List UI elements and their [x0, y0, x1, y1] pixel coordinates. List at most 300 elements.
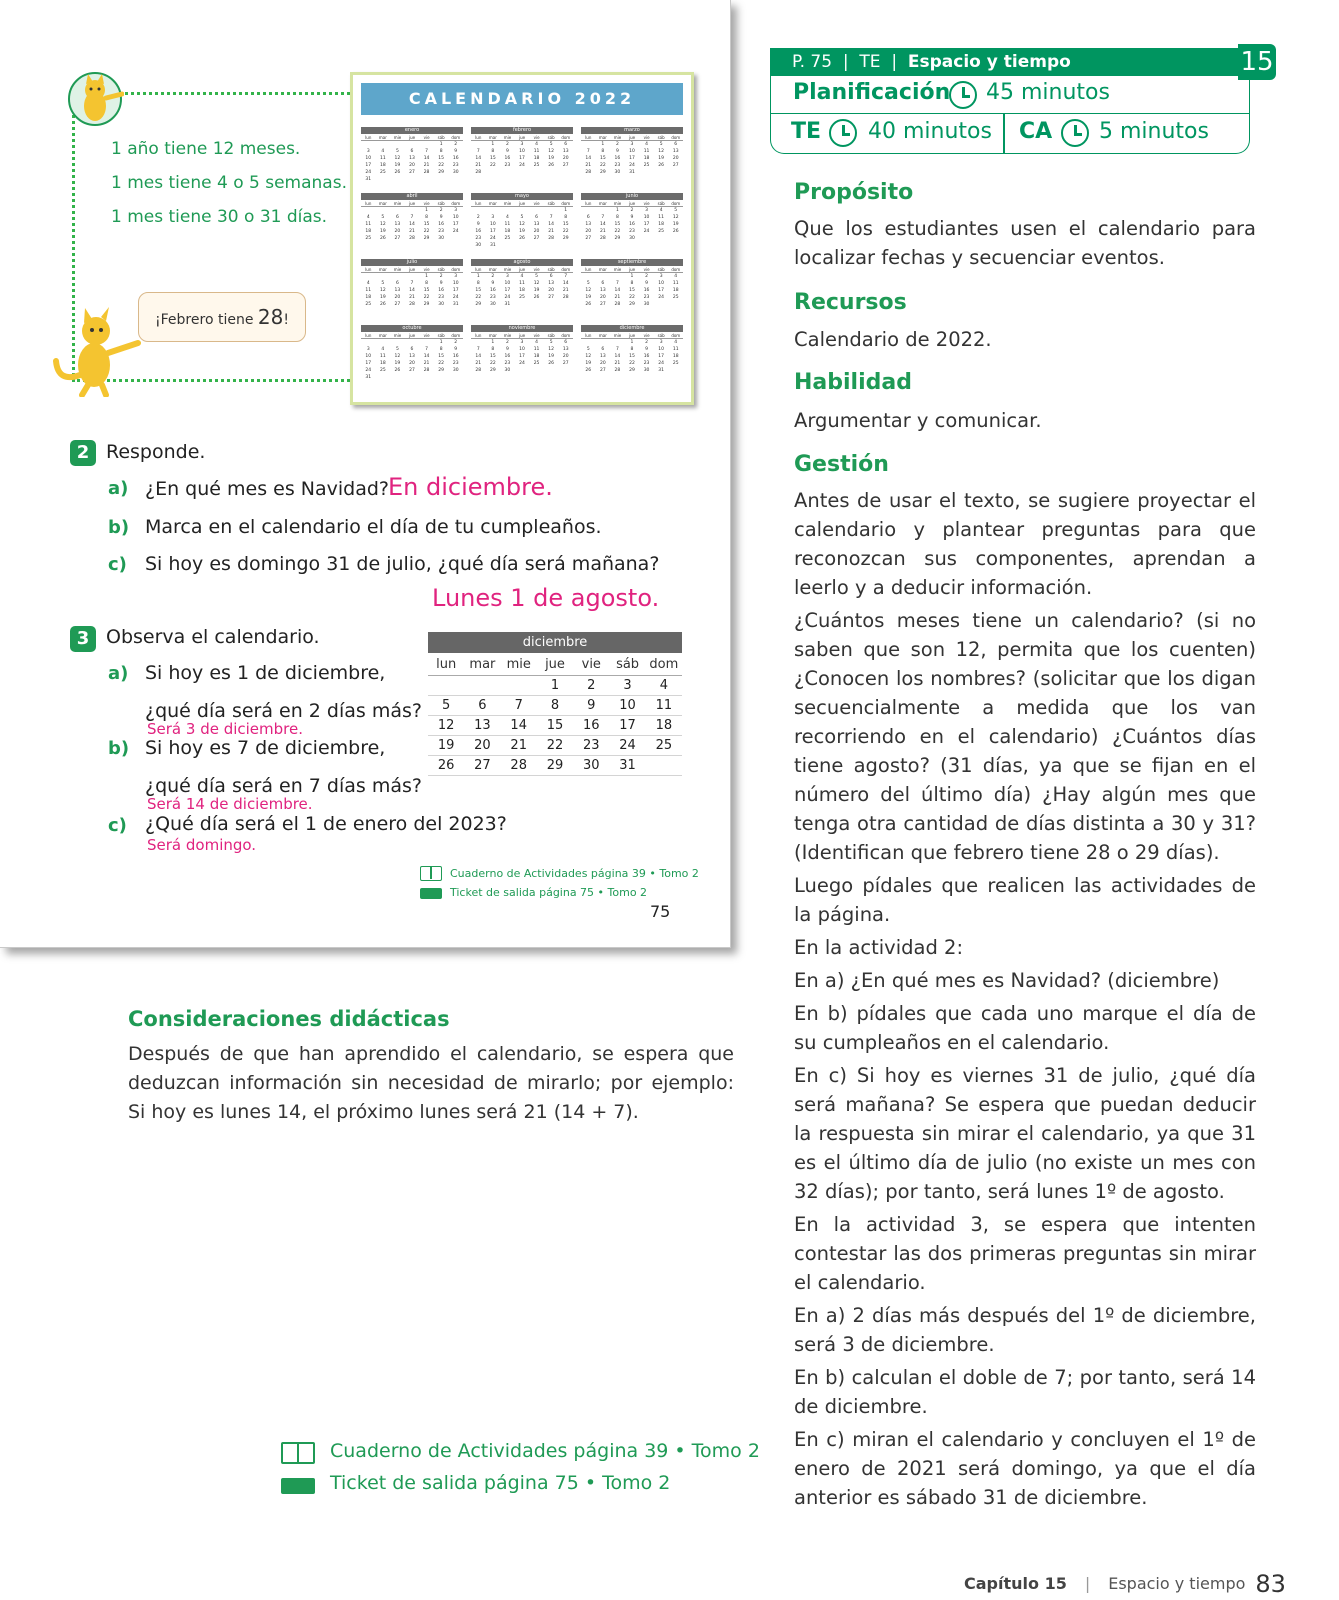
- december-weekday: dom: [649, 657, 679, 672]
- day-number: 18: [379, 361, 386, 366]
- december-day: 14: [510, 718, 527, 733]
- day-number: 12: [548, 149, 554, 154]
- day-number: 13: [409, 156, 415, 161]
- month-block: [581, 193, 683, 255]
- day-number: 3: [366, 347, 370, 352]
- december-day: 16: [583, 718, 600, 733]
- day-number: 10: [452, 215, 459, 220]
- weekday-label: vie: [423, 135, 430, 140]
- empty-day: [515, 208, 530, 214]
- month-days: [581, 142, 683, 176]
- workbook-icon: [420, 866, 442, 881]
- weekday-label: jue: [518, 333, 526, 338]
- day-number: 10: [489, 222, 496, 227]
- ca-label: CA: [1019, 119, 1053, 144]
- day-number: 11: [643, 149, 650, 154]
- day-number: 14: [409, 222, 415, 227]
- day-number: 18: [379, 163, 386, 168]
- weekday-label: jue: [408, 201, 416, 206]
- day-number: 24: [519, 163, 525, 168]
- day-number: 25: [365, 302, 372, 307]
- empty-day: [405, 208, 420, 214]
- day-number: 11: [533, 347, 540, 352]
- day-number: 6: [410, 149, 414, 154]
- weekday-label: jue: [518, 201, 526, 206]
- day-number: 12: [533, 281, 540, 286]
- month-name: septiembre: [581, 259, 683, 266]
- day-number: 15: [489, 354, 496, 359]
- day-number: 17: [643, 222, 650, 227]
- weekday-label: lun: [585, 267, 592, 272]
- exercise-2c-question: Si hoy es domingo 31 de julio, ¿qué día será mañana?: [145, 553, 660, 575]
- day-number: 4: [674, 274, 678, 279]
- december-day: [464, 676, 500, 696]
- day-number: 11: [533, 149, 540, 154]
- day-number: 19: [379, 295, 386, 300]
- resources-title: Recursos: [794, 290, 907, 315]
- empty-day: [361, 340, 376, 346]
- day-number: 24: [489, 236, 496, 241]
- month-block: [581, 325, 683, 387]
- empty-day: [376, 142, 391, 148]
- day-number: 6: [395, 215, 399, 220]
- weekday-label: dom: [671, 267, 681, 272]
- weekday-label: vie: [533, 267, 540, 272]
- december-day: 28: [510, 758, 527, 773]
- weekday-label: lun: [585, 135, 592, 140]
- day-number: 16: [504, 354, 511, 359]
- weekday-label: mar: [598, 267, 607, 272]
- weekday-label: sáb: [547, 333, 555, 338]
- day-number: 16: [452, 354, 459, 359]
- day-number: 10: [629, 149, 635, 154]
- december-week-row: [428, 756, 682, 776]
- day-number: 22: [423, 295, 430, 300]
- day-number: 6: [395, 281, 399, 286]
- empty-day: [596, 208, 611, 214]
- empty-day: [390, 208, 405, 214]
- day-number: 19: [519, 229, 525, 234]
- day-number: 25: [379, 368, 386, 373]
- day-number: 7: [476, 149, 480, 154]
- weekday-label: lun: [475, 267, 482, 272]
- weekday-label: mar: [378, 201, 387, 206]
- day-number: 13: [599, 288, 606, 293]
- month-weekdays: [581, 135, 683, 141]
- day-number: 18: [533, 156, 540, 161]
- weekday-label: mar: [488, 333, 497, 338]
- day-number: 10: [519, 347, 525, 352]
- exercise-3b-answer: Será 14 de diciembre.: [147, 795, 313, 813]
- day-number: 18: [533, 354, 540, 359]
- day-number: 23: [489, 295, 496, 300]
- december-day: 25: [655, 738, 673, 753]
- day-number: 24: [519, 361, 525, 366]
- day-number: 26: [379, 302, 386, 307]
- purpose-title: Propósito: [794, 180, 914, 205]
- day-number: 14: [562, 281, 569, 286]
- empty-day: [361, 274, 376, 280]
- student-page: [0, 0, 731, 948]
- december-calendar: [428, 632, 682, 776]
- month-name: junio: [581, 193, 683, 200]
- day-number: 2: [505, 340, 509, 345]
- day-number: 20: [672, 156, 679, 161]
- month-name: abril: [361, 193, 463, 200]
- december-day: 26: [437, 758, 455, 773]
- day-number: 13: [548, 281, 554, 286]
- empty-day: [405, 340, 420, 346]
- day-number: 1: [601, 142, 605, 147]
- day-number: 9: [615, 149, 619, 154]
- day-number: 11: [504, 222, 511, 227]
- considerations-body: Después de que han aprendido el calendario, se espera que deduzcan información sin necesidad de mirarlo; por ejemplo: Si hoy es lunes 14, el próximo lunes será 21 (14 + 7).: [128, 1043, 734, 1123]
- day-number: 25: [519, 295, 525, 300]
- weekday-label: mie: [503, 135, 512, 140]
- day-number: 17: [658, 288, 664, 293]
- december-day: 30: [583, 758, 600, 773]
- day-number: 8: [564, 215, 568, 220]
- day-number: 22: [438, 361, 444, 366]
- day-number: 28: [423, 368, 430, 373]
- day-number: 22: [614, 229, 621, 234]
- weekday-label: mar: [488, 201, 497, 206]
- empty-day: [581, 274, 596, 280]
- day-number: 14: [423, 354, 430, 359]
- day-number: 15: [629, 354, 635, 359]
- day-number: 12: [585, 354, 592, 359]
- empty-day: [376, 274, 391, 280]
- skill-title: Habilidad: [794, 370, 912, 395]
- day-number: 24: [629, 163, 635, 168]
- december-day: 8: [550, 698, 560, 713]
- day-number: 13: [562, 149, 569, 154]
- day-number: 30: [643, 302, 650, 307]
- day-number: 4: [659, 208, 663, 213]
- december-day: 4: [659, 678, 668, 693]
- december-weekday: sáb: [616, 657, 640, 672]
- te-clock-icon: [829, 119, 857, 147]
- day-number: 30: [475, 243, 482, 248]
- day-number: 23: [452, 163, 459, 168]
- exercise-3b-letter: b): [108, 738, 130, 759]
- month-days: [361, 274, 463, 308]
- empty-day: [486, 208, 501, 214]
- day-number: 21: [423, 163, 430, 168]
- day-number: 1: [439, 340, 443, 345]
- day-number: 27: [599, 302, 606, 307]
- day-number: 6: [601, 281, 605, 286]
- day-number: 9: [476, 222, 480, 227]
- weekday-label: sáb: [437, 267, 445, 272]
- day-number: 3: [454, 274, 458, 279]
- day-number: 26: [519, 236, 525, 241]
- december-weekday: mie: [506, 657, 531, 672]
- day-number: 2: [630, 208, 634, 213]
- day-number: 8: [476, 281, 480, 286]
- day-number: 30: [504, 368, 511, 373]
- day-number: 28: [599, 236, 606, 241]
- day-number: 13: [409, 354, 415, 359]
- day-number: 31: [489, 243, 496, 248]
- december-day: 22: [546, 738, 564, 753]
- day-number: 9: [454, 347, 458, 352]
- weekday-label: mar: [488, 135, 497, 140]
- day-number: 23: [475, 236, 482, 241]
- december-day: 11: [655, 698, 673, 713]
- month-days: [471, 142, 573, 176]
- day-number: 20: [409, 163, 415, 168]
- empty-day: [471, 208, 486, 214]
- day-number: 25: [365, 236, 372, 241]
- month-days: [471, 340, 573, 374]
- day-number: 11: [365, 222, 372, 227]
- day-number: 14: [599, 222, 606, 227]
- weekday-label: jue: [628, 267, 636, 272]
- day-number: 2: [645, 274, 648, 279]
- calendar-title: CALENDARIO 2022: [361, 83, 683, 115]
- december-title: diciembre: [428, 632, 682, 653]
- day-number: 14: [585, 156, 592, 161]
- day-number: 3: [505, 274, 509, 279]
- day-number: 23: [614, 163, 621, 168]
- day-number: 5: [659, 142, 663, 147]
- day-number: 6: [410, 347, 414, 352]
- day-number: 16: [438, 222, 444, 227]
- footer-separator: |: [1084, 1574, 1091, 1593]
- weekday-label: mie: [613, 201, 622, 206]
- day-number: 15: [562, 222, 569, 227]
- weekday-label: vie: [423, 201, 430, 206]
- day-number: 27: [394, 236, 401, 241]
- day-number: 21: [548, 229, 554, 234]
- day-number: 10: [365, 354, 372, 359]
- day-number: 30: [452, 368, 459, 373]
- month-weekdays: [361, 333, 463, 339]
- day-number: 15: [489, 156, 496, 161]
- footer-topic: Espacio y tiempo: [1108, 1574, 1246, 1593]
- exercise-2a-answer: En diciembre.: [388, 473, 553, 501]
- empty-day: [419, 340, 434, 346]
- december-day: 3: [623, 678, 632, 693]
- resources-body: Calendario de 2022.: [794, 328, 992, 351]
- month-block: [471, 127, 573, 189]
- day-number: 3: [659, 274, 663, 279]
- weekday-label: lun: [585, 333, 592, 338]
- day-number: 19: [548, 156, 554, 161]
- december-week-row: [428, 716, 682, 736]
- resource-ticket: Ticket de salida página 75 • Tomo 2: [330, 1472, 671, 1494]
- weekday-label: jue: [518, 135, 526, 140]
- day-number: 15: [614, 222, 621, 227]
- day-number: 19: [585, 295, 592, 300]
- day-number: 23: [504, 163, 511, 168]
- day-number: 16: [475, 229, 482, 234]
- month-days: [581, 208, 683, 242]
- day-number: 11: [365, 288, 372, 293]
- day-number: 8: [491, 347, 495, 352]
- day-number: 6: [535, 215, 538, 220]
- month-block: [471, 193, 573, 255]
- day-number: 18: [643, 156, 650, 161]
- student-resource-ticket: Ticket de salida página 75 • Tomo 2: [450, 886, 648, 899]
- month-weekdays: [471, 135, 573, 141]
- day-number: 7: [549, 215, 553, 220]
- exercise-3c-answer: Será domingo.: [147, 836, 257, 854]
- day-number: 11: [658, 215, 664, 220]
- december-day: 2: [587, 678, 596, 693]
- weekday-label: sáb: [547, 267, 555, 272]
- exercise-3-number: 3: [70, 626, 96, 652]
- december-day: [646, 756, 682, 776]
- month-weekdays: [471, 333, 573, 339]
- month-weekdays: [361, 201, 463, 207]
- day-number: 20: [599, 295, 606, 300]
- day-number: 22: [629, 295, 635, 300]
- day-number: 8: [439, 149, 443, 154]
- empty-day: [610, 340, 625, 346]
- day-number: 8: [491, 149, 495, 154]
- weekday-label: mie: [613, 267, 622, 272]
- ticket-icon-large: [281, 1478, 315, 1494]
- exercise-2b-letter: b): [108, 517, 130, 538]
- management-paragraph: En b) calculan el doble de 7; por tanto, será 14 de diciembre.: [794, 1366, 1256, 1418]
- day-number: 16: [614, 156, 621, 161]
- exercise-3a-line2: ¿qué día será en 2 días más?: [145, 700, 422, 722]
- weekday-label: vie: [643, 333, 650, 338]
- month-days: [361, 208, 463, 242]
- empty-day: [361, 142, 376, 148]
- december-day: 10: [619, 698, 636, 713]
- day-number: 21: [562, 288, 569, 293]
- day-number: 13: [585, 222, 592, 227]
- december-day: 18: [655, 718, 673, 733]
- weekday-label: sáb: [657, 201, 665, 206]
- day-number: 16: [438, 288, 444, 293]
- day-number: 29: [614, 236, 621, 241]
- empty-day: [419, 142, 434, 148]
- day-number: 26: [394, 170, 401, 175]
- month-weekdays: [581, 333, 683, 339]
- day-number: 20: [394, 229, 401, 234]
- management-paragraph: En a) ¿En qué mes es Navidad? (diciembre): [794, 969, 1220, 992]
- empty-day: [376, 340, 391, 346]
- empty-day: [390, 340, 405, 346]
- empty-day: [581, 142, 596, 148]
- day-number: 12: [394, 156, 401, 161]
- day-number: 29: [423, 236, 430, 241]
- management-paragraph: En la actividad 3, se espera que intenten contestar las dos primeras preguntas sin mirar el calendario.: [794, 1213, 1256, 1294]
- weekday-label: mar: [488, 267, 497, 272]
- day-number: 18: [672, 354, 679, 359]
- weekday-label: vie: [533, 135, 540, 140]
- day-number: 16: [489, 288, 496, 293]
- day-number: 14: [475, 156, 482, 161]
- empty-day: [471, 142, 486, 148]
- exercise-3a-letter: a): [108, 663, 129, 684]
- month-days: [361, 142, 463, 183]
- day-number: 7: [425, 149, 428, 154]
- day-number: 10: [452, 281, 459, 286]
- weekday-label: dom: [561, 201, 571, 206]
- weekday-label: sáb: [657, 267, 665, 272]
- management-paragraph: En b) pídales que cada uno marque el día de su cumpleaños en el calendario.: [794, 1002, 1256, 1054]
- management-paragraph: Antes de usar el texto, se sugiere proyectar el calendario y plantear preguntas para que reconozcan sus componentes, aprendan a leerlo y a deducir información.: [794, 489, 1256, 599]
- day-number: 3: [659, 340, 663, 345]
- exercise-2a-question: ¿En qué mes es Navidad?: [145, 478, 389, 500]
- empty-day: [544, 208, 559, 214]
- day-number: 6: [601, 347, 605, 352]
- day-number: 17: [452, 222, 459, 227]
- day-number: 21: [409, 229, 415, 234]
- day-number: 24: [365, 368, 372, 373]
- month-name: mayo: [471, 193, 573, 200]
- day-number: 25: [643, 163, 650, 168]
- management-title: Gestión: [794, 452, 889, 477]
- day-number: 30: [643, 368, 650, 373]
- weekday-label: dom: [561, 333, 571, 338]
- exercise-3-title: Observa el calendario.: [106, 626, 320, 648]
- day-number: 27: [599, 368, 606, 373]
- empty-day: [361, 208, 376, 214]
- empty-day: [390, 274, 405, 280]
- day-number: 30: [438, 302, 444, 307]
- day-number: 27: [562, 361, 569, 366]
- day-number: 13: [562, 347, 569, 352]
- planning-time: 45 minutos: [986, 80, 1110, 105]
- day-number: 12: [672, 215, 679, 220]
- management-paragraph: En c) Si hoy es viernes 31 de julio, ¿qué día será mañana? Se espera que puedan deducir la respuesta sin mirar el calendario, ya que 31 es el último día de julio (no existe un mes con 32 días); por tanto, será lunes 1º de agosto.: [794, 1064, 1256, 1203]
- ca-time: 5 minutos: [1099, 119, 1209, 144]
- weekday-label: sáb: [437, 135, 445, 140]
- skill-body: Argumentar y comunicar.: [794, 409, 1042, 432]
- day-number: 13: [394, 222, 401, 227]
- speech-bubble: [138, 292, 306, 342]
- day-number: 18: [658, 222, 664, 227]
- day-number: 11: [379, 354, 386, 359]
- weekday-label: dom: [561, 267, 571, 272]
- day-number: 13: [599, 354, 606, 359]
- day-number: 28: [409, 236, 415, 241]
- day-number: 14: [475, 354, 482, 359]
- weekday-label: vie: [643, 201, 650, 206]
- day-number: 4: [381, 149, 385, 154]
- weekday-label: sáb: [437, 333, 445, 338]
- day-number: 20: [409, 361, 415, 366]
- day-number: 3: [630, 142, 634, 147]
- day-number: 15: [423, 288, 430, 293]
- day-number: 31: [658, 368, 664, 373]
- day-number: 9: [439, 281, 443, 286]
- december-day: 9: [587, 698, 596, 713]
- te-time: 40 minutos: [868, 119, 992, 144]
- day-number: 19: [394, 361, 401, 366]
- day-number: 5: [381, 215, 385, 220]
- day-number: 17: [519, 354, 525, 359]
- header-topic: Espacio y tiempo: [907, 52, 1071, 72]
- december-rows: [428, 676, 682, 776]
- day-number: 31: [365, 375, 372, 380]
- day-number: 24: [643, 229, 650, 234]
- month-block: [581, 127, 683, 189]
- day-number: 6: [564, 142, 568, 147]
- day-number: 3: [454, 208, 458, 213]
- exercise-3b-line2: ¿qué día será en 7 días más?: [145, 775, 422, 797]
- day-number: 27: [409, 368, 415, 373]
- day-number: 1: [630, 274, 634, 279]
- day-number: 10: [365, 156, 372, 161]
- day-number: 11: [672, 281, 679, 286]
